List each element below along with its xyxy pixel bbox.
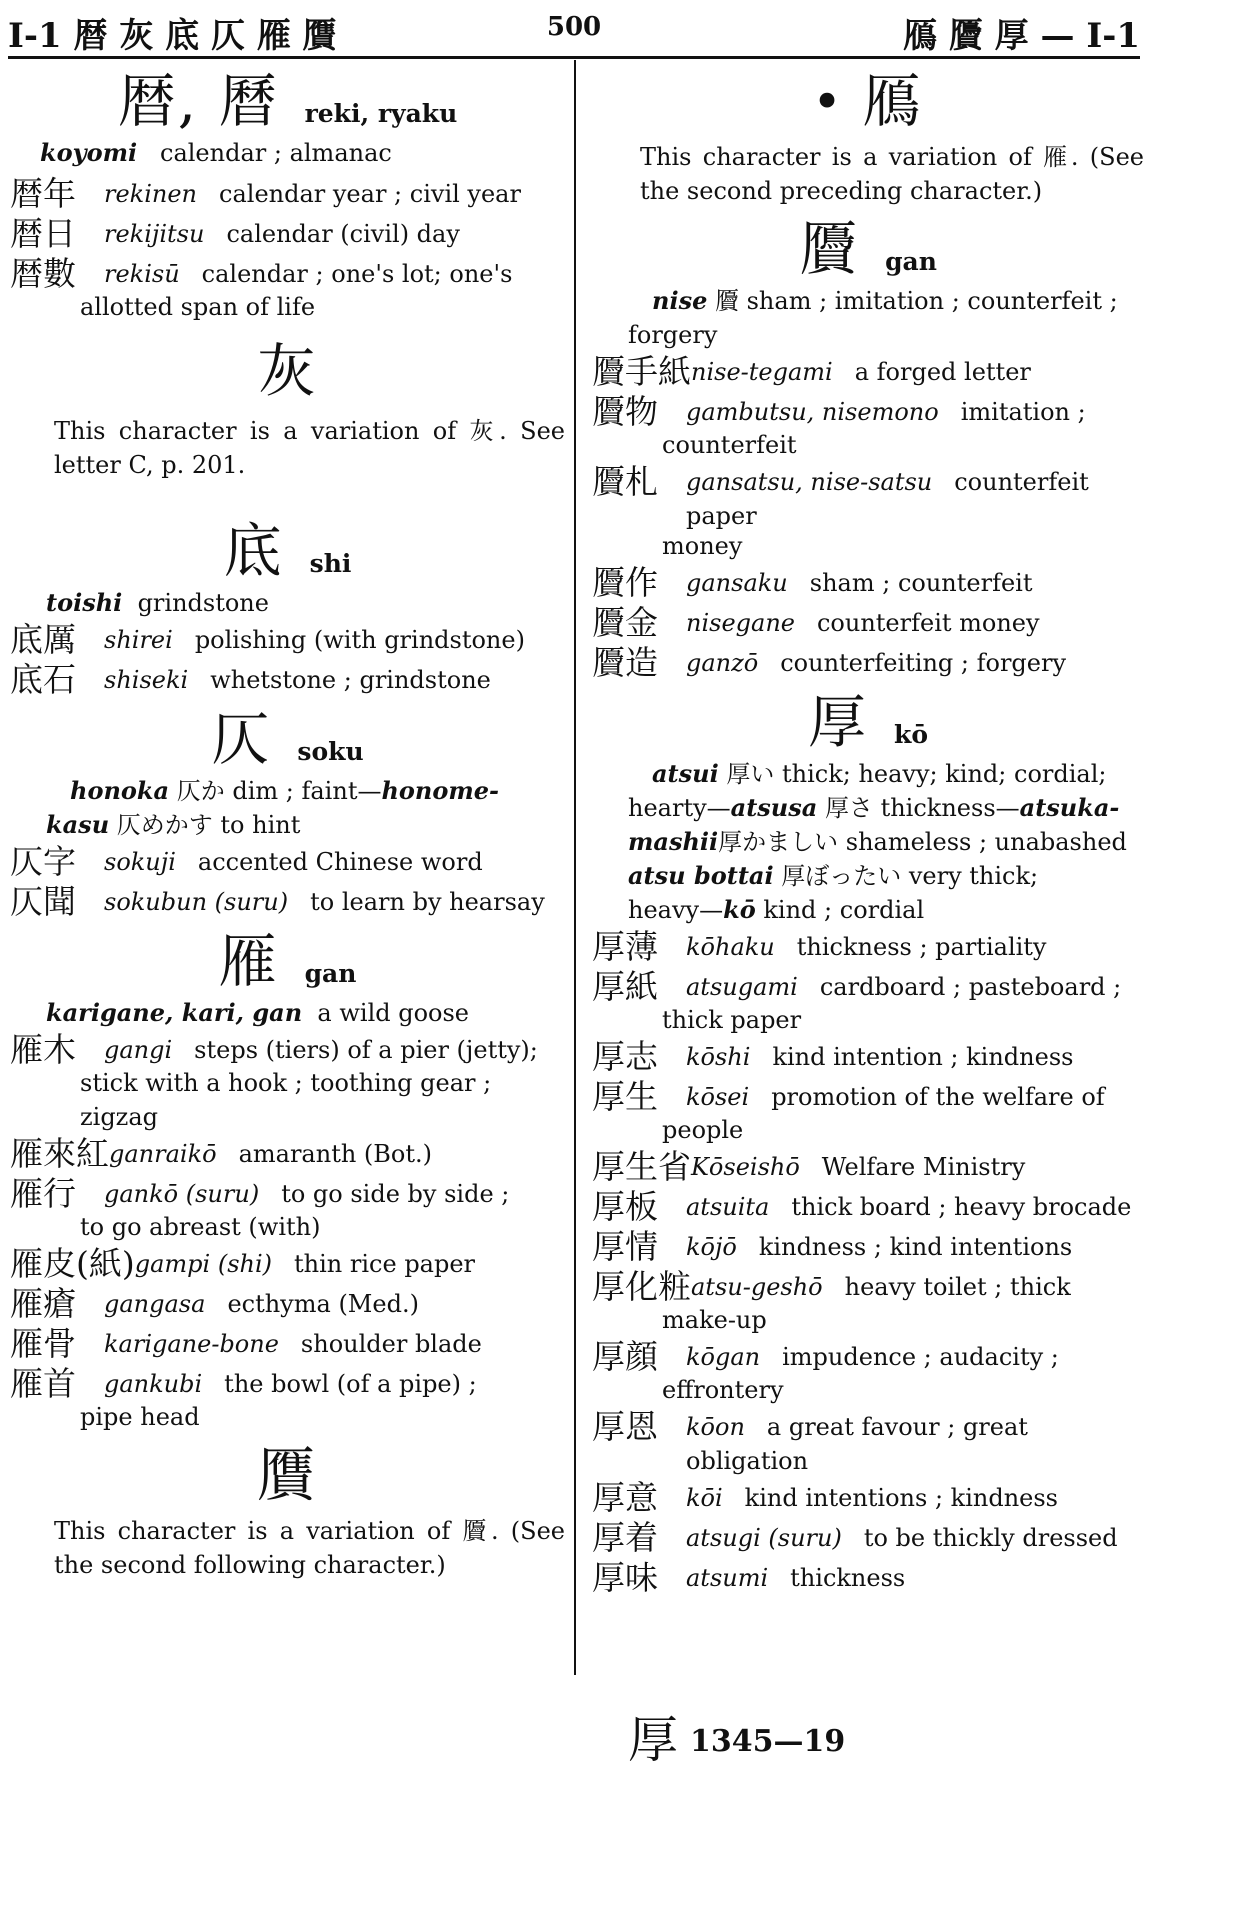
entry-continuation: stick with a hook ; toothing gear ; zigzag <box>80 1069 492 1131</box>
dictionary-entry <box>592 1267 1144 1307</box>
headword-block-reki <box>10 66 565 324</box>
footer-index <box>628 1700 845 1772</box>
kun-reading-line <box>592 825 1144 859</box>
entry-definition: steps (tiers) of a pier (jetty); <box>194 1036 538 1064</box>
entry-text <box>104 882 565 919</box>
dictionary-entry <box>592 603 1144 643</box>
entry-text <box>686 927 1144 964</box>
entry-text <box>686 1187 1144 1224</box>
column-divider <box>574 60 576 1675</box>
kun-definition: 厚ぼったい very thick; <box>773 862 1039 890</box>
headword <box>592 687 1144 757</box>
entry-definition: heavy toilet ; thick <box>844 1273 1071 1301</box>
entry-kanji: 仄聞 <box>10 882 76 921</box>
entry-text <box>686 392 1144 429</box>
entry-romaji: gankō (suru) <box>104 1180 260 1208</box>
kun-reading: honoka <box>70 776 170 805</box>
entry-romaji: gansatsu, nise-satsu <box>686 468 933 496</box>
entry-text <box>686 1077 1144 1114</box>
compound-list <box>10 842 565 922</box>
entry-continuation: counterfeit <box>662 431 797 459</box>
entry-definition: a great favour ; great obligation <box>686 1413 1028 1475</box>
headword-kanji: 厚 <box>807 688 868 756</box>
header-left-range: I-1 暦 灰 底 仄 雁 贋 <box>8 16 337 56</box>
entry-continuation: effrontery <box>662 1376 784 1404</box>
entry-definition: thick board ; heavy brocade <box>791 1193 1132 1221</box>
compound-list <box>592 927 1144 1598</box>
entry-definition: thickness <box>790 1564 906 1592</box>
dictionary-entry <box>592 1227 1144 1267</box>
entry-text <box>686 1337 1144 1374</box>
compound-list <box>10 174 565 324</box>
entry-text <box>686 1227 1144 1264</box>
bullet-mark: • <box>813 77 841 126</box>
headword-block-shi <box>10 516 565 700</box>
variant-note: This character is a variation of 贗. (See the second following character.) <box>54 1517 565 1579</box>
running-header <box>0 0 1248 56</box>
entry-text <box>104 254 565 291</box>
entry-romaji: shiseki <box>104 666 189 694</box>
entry-continuation: allotted span of life <box>80 293 316 321</box>
entry-romaji: gampi (shi) <box>134 1250 273 1278</box>
dictionary-entry <box>10 1364 565 1404</box>
dictionary-entry <box>10 174 565 214</box>
kun-reading-line <box>592 791 1144 825</box>
entry-kanji: 厚生 <box>592 1077 658 1116</box>
entry-definition: imitation ; <box>960 398 1086 426</box>
left-column <box>10 66 565 1582</box>
entry-romaji: ganraikō <box>109 1140 217 1168</box>
kun-reading-line <box>10 774 565 808</box>
kun-definition: 仄か dim ; faint— <box>169 777 382 805</box>
headword <box>10 516 565 586</box>
entry-definition: amaranth (Bot.) <box>238 1140 433 1168</box>
kun-continuation: forgery <box>628 321 718 349</box>
entry-romaji: rekinen <box>104 180 198 208</box>
dictionary-entry <box>592 1558 1144 1598</box>
entry-text <box>104 214 565 251</box>
dictionary-entry <box>10 1324 565 1364</box>
headword-block-soku <box>10 704 565 922</box>
kun-definition: grindstone <box>137 589 269 617</box>
right-column <box>592 66 1144 1598</box>
variant-note: This character is a variation of 雁. (See the second preceding character.) <box>640 143 1144 205</box>
entry-romaji: gangasa <box>104 1290 206 1318</box>
entry-definition: polishing (with grindstone) <box>194 626 525 654</box>
entry-definition: sham ; counterfeit <box>809 569 1033 597</box>
entry-kanji: 底厲 <box>10 620 76 659</box>
headword-block-ko <box>592 687 1144 1598</box>
entry-kanji: 厚意 <box>592 1478 658 1517</box>
entry-definition: whetstone ; grindstone <box>210 666 491 694</box>
kun-reading-line <box>10 586 565 620</box>
entry-romaji: gankubi <box>104 1370 203 1398</box>
kun-reading: atsusa <box>730 793 818 822</box>
dictionary-entry <box>592 462 1144 533</box>
headword-block-gan2 <box>10 1440 565 1582</box>
entry-kanji: 底石 <box>10 660 76 699</box>
headword-kanji: 贋 <box>257 1441 318 1509</box>
dictionary-entry <box>10 1244 565 1284</box>
kun-reading: kasu <box>46 810 110 839</box>
entry-kanji: 厚恩 <box>592 1407 658 1446</box>
entry-romaji: atsu-geshō <box>691 1273 823 1301</box>
header-right-range: 鴈 贗 厚 — I-1 <box>902 16 1140 56</box>
headword-reading: shi <box>309 549 352 578</box>
entry-definition: a forged letter <box>854 358 1031 386</box>
entry-kanji: 厚顔 <box>592 1337 658 1376</box>
entry-kanji: 贗金 <box>592 603 658 642</box>
kun-reading-line <box>592 284 1144 318</box>
dictionary-entry <box>592 563 1144 603</box>
entry-text <box>104 1324 565 1361</box>
header-rule <box>8 56 1140 59</box>
kun-reading-line <box>592 757 1144 791</box>
entry-text <box>104 1174 565 1211</box>
dictionary-entry <box>592 927 1144 967</box>
kun-reading-line <box>592 859 1144 893</box>
entry-romaji: karigane-bone <box>104 1330 279 1358</box>
kun-definition: 贗 sham ; imitation ; counterfeit ; <box>707 287 1118 315</box>
kun-definition: 厚さ thickness— <box>817 794 1020 822</box>
entry-romaji: rekijitsu <box>104 220 205 248</box>
entry-kanji: 暦日 <box>10 214 76 253</box>
entry-kanji: 仄字 <box>10 842 76 881</box>
headword-kanji: 底 <box>223 517 284 585</box>
entry-definition: calendar year ; civil year <box>219 180 521 208</box>
entry-text <box>686 603 1144 640</box>
headword-block-kai <box>10 336 565 482</box>
compound-list <box>592 352 1144 683</box>
entry-romaji: Kōseishō <box>691 1153 800 1181</box>
dictionary-entry <box>592 1518 1144 1558</box>
kun-reading: koyomi <box>40 138 138 167</box>
entry-text <box>691 1147 1144 1184</box>
entry-definition: counterfeit money <box>816 609 1040 637</box>
dictionary-entry <box>592 1337 1144 1377</box>
headword-kanji: 仄 <box>211 705 272 773</box>
entry-romaji: ganzō <box>686 649 759 677</box>
headword-reading: reki, ryaku <box>304 99 458 128</box>
entry-continuation: pipe head <box>80 1403 200 1431</box>
dictionary-entry <box>10 254 565 294</box>
entry-romaji: kōsei <box>686 1083 750 1111</box>
dictionary-entry <box>592 967 1144 1007</box>
entry-text <box>104 1364 565 1401</box>
entry-definition: kind intentions ; kindness <box>744 1484 1058 1512</box>
entry-definition: promotion of the welfare of <box>771 1083 1105 1111</box>
kun-reading-line <box>10 136 565 170</box>
entry-romaji: sokuji <box>104 848 176 876</box>
entry-continuation: money <box>662 532 743 560</box>
headword-reading: gan <box>304 959 357 988</box>
headword-reading: gan <box>885 247 937 276</box>
headword-reading: soku <box>297 737 364 766</box>
entry-kanji: 厚紙 <box>592 967 658 1006</box>
headword <box>10 1440 565 1510</box>
entry-text <box>686 462 1144 533</box>
kun-definition: 仄めかす to hint <box>109 811 301 839</box>
entry-text <box>104 1284 565 1321</box>
kun-definition: calendar ; almanac <box>160 139 392 167</box>
kun-definition: heavy— <box>628 896 724 924</box>
kun-reading: honome- <box>381 776 500 805</box>
headword-block-gan3 <box>592 66 1144 208</box>
entry-kanji: 厚情 <box>592 1227 658 1266</box>
entry-romaji: gangi <box>104 1036 173 1064</box>
entry-kanji: 贗手紙 <box>592 352 691 391</box>
entry-romaji: kōhaku <box>686 933 775 961</box>
entry-definition: to go side by side ; <box>281 1180 510 1208</box>
entry-kanji: 暦年 <box>10 174 76 213</box>
entry-definition: thin rice paper <box>294 1250 476 1278</box>
entry-text <box>691 1267 1144 1304</box>
entry-definition: kind intention ; kindness <box>772 1043 1074 1071</box>
kun-reading: karigane, kari, gan <box>46 998 303 1027</box>
entry-definition: to learn by hearsay <box>310 888 545 916</box>
entry-definition: the bowl (of a pipe) ; <box>224 1370 477 1398</box>
headword <box>10 704 565 774</box>
kun-reading: mashii <box>628 827 719 856</box>
entry-kanji: 贗物 <box>592 392 658 431</box>
kun-reading: atsui <box>652 759 719 788</box>
dictionary-entry <box>592 392 1144 432</box>
entry-romaji: kōshi <box>686 1043 751 1071</box>
headword <box>10 66 565 136</box>
kun-reading: toishi <box>46 588 123 617</box>
entry-text <box>686 1518 1144 1555</box>
entry-text <box>104 1030 565 1067</box>
headword <box>592 214 1144 284</box>
entry-romaji: kōgan <box>686 1343 761 1371</box>
entry-text <box>135 1244 565 1281</box>
entry-text <box>686 967 1144 1004</box>
dictionary-entry <box>592 1037 1144 1077</box>
entry-romaji: kōon <box>686 1413 745 1441</box>
entry-definition: to be thickly dressed <box>863 1524 1118 1552</box>
dictionary-entry <box>592 1077 1144 1117</box>
entry-romaji: atsugami <box>686 973 798 1001</box>
entry-romaji: gambutsu, nisemono <box>686 398 939 426</box>
headword-kanji: 鴈 <box>862 67 923 135</box>
compound-list <box>10 620 565 700</box>
headword <box>592 66 1144 136</box>
entry-kanji: 雁木 <box>10 1030 76 1069</box>
entry-kanji: 雁瘡 <box>10 1284 76 1323</box>
kun-definition: a wild goose <box>317 999 470 1027</box>
dictionary-entry <box>10 214 565 254</box>
headword-kanji: 灰 <box>257 337 318 405</box>
entry-kanji: 贗札 <box>592 462 658 501</box>
kun-reading: nise <box>652 286 708 315</box>
entry-text <box>109 1134 565 1171</box>
footer-code: 1345—19 <box>690 1724 846 1759</box>
entry-continuation: thick paper <box>662 1006 802 1034</box>
entry-definition: ecthyma (Med.) <box>227 1290 419 1318</box>
entry-kanji: 厚着 <box>592 1518 658 1557</box>
entry-romaji: gansaku <box>686 569 788 597</box>
headword-kanji: 雁 <box>218 927 279 995</box>
entry-romaji: atsuita <box>686 1193 770 1221</box>
entry-romaji: kōi <box>686 1484 723 1512</box>
entry-definition: impudence ; audacity ; <box>782 1343 1059 1371</box>
dictionary-entry <box>592 1478 1144 1518</box>
entry-text <box>104 620 565 657</box>
kun-reading: kō <box>723 895 756 924</box>
entry-kanji: 厚板 <box>592 1187 658 1226</box>
entry-text <box>686 563 1144 600</box>
dictionary-entry <box>592 352 1144 392</box>
headword-kanji: 暦, 曆 <box>117 67 279 135</box>
entry-romaji: sokubun (suru) <box>104 888 289 916</box>
kun-reading-line <box>10 996 565 1030</box>
variant-note: This character is a variation of 灰. See letter C, p. 201. <box>54 417 565 479</box>
entry-romaji: kōjō <box>686 1233 737 1261</box>
entry-continuation: people <box>662 1116 744 1144</box>
kun-definition: 厚かましい shameless ; unabashed <box>718 828 1127 856</box>
entry-continuation: to go abreast (with) <box>80 1213 321 1241</box>
entry-kanji: 雁皮(紙) <box>10 1244 135 1283</box>
kun-definition: 厚い thick; heavy; kind; cordial; <box>718 760 1107 788</box>
entry-romaji: rekisū <box>104 260 180 288</box>
entry-kanji: 厚薄 <box>592 927 658 966</box>
compound-list <box>10 1030 565 1434</box>
dictionary-entry <box>10 1174 565 1214</box>
entry-kanji: 贗造 <box>592 643 658 682</box>
headword-block-gan4 <box>592 214 1144 683</box>
entry-text <box>686 643 1144 680</box>
entry-text <box>686 1407 1144 1478</box>
entry-kanji: 暦數 <box>10 254 76 293</box>
dictionary-entry <box>10 842 565 882</box>
kun-reading-line <box>592 893 1144 927</box>
entry-kanji: 厚化粧 <box>592 1267 691 1306</box>
entry-text <box>691 352 1144 389</box>
dictionary-entry <box>10 620 565 660</box>
headword-block-gan <box>10 926 565 1434</box>
headword <box>10 926 565 996</box>
entry-definition: shoulder blade <box>300 1330 482 1358</box>
headword-kanji: 贗 <box>799 215 860 283</box>
entry-kanji: 厚味 <box>592 1558 658 1597</box>
entry-definition: kindness ; kind intentions <box>758 1233 1073 1261</box>
entry-definition: calendar (civil) day <box>226 220 460 248</box>
headword-reading: kō <box>894 720 928 749</box>
kun-reading-line <box>10 808 565 842</box>
entry-text <box>686 1037 1144 1074</box>
entry-definition: cardboard ; pasteboard ; <box>819 973 1122 1001</box>
dictionary-entry <box>10 660 565 700</box>
entry-definition: counterfeiting ; forgery <box>780 649 1067 677</box>
headword <box>10 336 565 406</box>
entry-romaji: shirei <box>104 626 173 654</box>
entry-kanji: 贗作 <box>592 563 658 602</box>
entry-kanji: 厚生省 <box>592 1147 691 1186</box>
dictionary-entry <box>592 1147 1144 1187</box>
kun-reading: atsuka- <box>1019 793 1120 822</box>
entry-kanji: 雁骨 <box>10 1324 76 1363</box>
dictionary-entry <box>10 1030 565 1070</box>
entry-kanji: 厚志 <box>592 1037 658 1076</box>
dictionary-entry <box>592 1407 1144 1478</box>
entry-definition: Welfare Ministry <box>821 1153 1026 1181</box>
entry-kanji: 雁行 <box>10 1174 76 1213</box>
entry-kanji: 雁來紅 <box>10 1134 109 1173</box>
entry-text <box>104 842 565 879</box>
entry-text <box>104 660 565 697</box>
entry-text <box>104 174 565 211</box>
entry-romaji: nise-tegami <box>691 358 833 386</box>
entry-definition: calendar ; one's lot; one's <box>201 260 513 288</box>
entry-kanji: 雁首 <box>10 1364 76 1403</box>
page-number: 500 <box>546 12 602 42</box>
entry-romaji: nisegane <box>686 609 795 637</box>
kun-reading: atsu bottai <box>628 861 774 890</box>
entry-definition: counterfeit paper <box>686 468 1089 530</box>
entry-definition: accented Chinese word <box>197 848 483 876</box>
kun-definition: kind ; cordial <box>755 896 925 924</box>
dictionary-entry <box>10 1134 565 1174</box>
dictionary-entry <box>592 643 1144 683</box>
dictionary-entry <box>10 1284 565 1324</box>
footer-kanji: 厚 <box>628 1711 678 1769</box>
entry-romaji: atsumi <box>686 1564 769 1592</box>
entry-text <box>686 1478 1144 1515</box>
entry-definition: thickness ; partiality <box>796 933 1047 961</box>
entry-romaji: atsugi (suru) <box>686 1524 842 1552</box>
entry-continuation: make-up <box>662 1306 767 1334</box>
kun-definition: hearty— <box>628 794 731 822</box>
dictionary-entry <box>10 882 565 922</box>
dictionary-entry <box>592 1187 1144 1227</box>
entry-text <box>686 1558 1144 1595</box>
